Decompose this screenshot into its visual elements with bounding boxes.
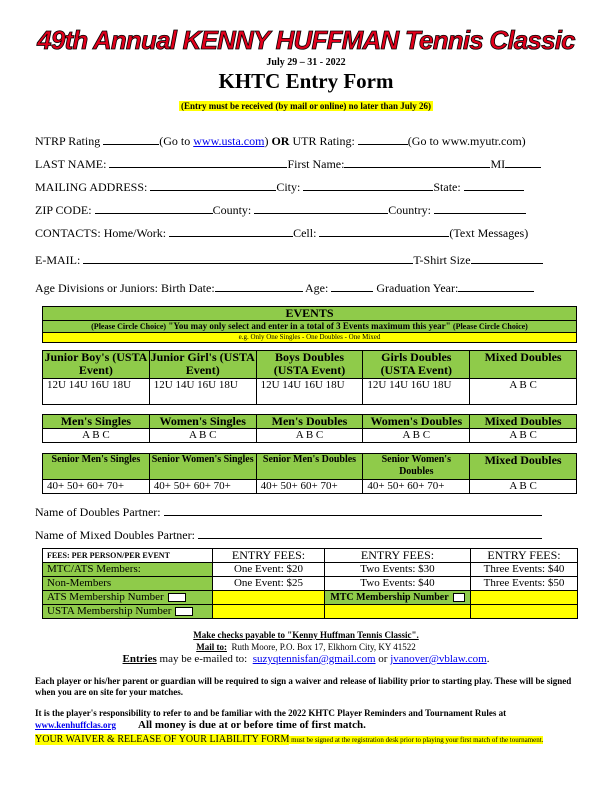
age-line: Age Divisions or Juniors: Birth Date: Age: Graduation Year: [35,280,534,295]
adult-mixed-options[interactable]: A B C [470,429,577,443]
entry-fees-header-1: ENTRY FEES: [213,549,325,563]
home-work-field[interactable] [169,225,293,237]
junior-mixed-options[interactable]: A B C [470,379,577,405]
name-line: LAST NAME: First Name: MI [35,156,541,171]
county-field[interactable] [254,202,388,214]
senior-events-table [42,453,577,494]
waiver-form-notice: YOUR WAIVER & RELEASE OF YOUR LIABILITY FORM must be signed at the registration desk prior to playing your first match of the tournament. [35,734,544,745]
senior-mixed-header: Mixed Doubles [470,454,577,480]
contacts-line: CONTACTS: Home/Work: Cell: (Text Messages) [35,226,529,240]
mens-singles-options[interactable]: A B C [43,429,150,443]
mtc-members-label: MTC/ATS Members: [43,563,213,577]
cell-field[interactable] [319,225,449,237]
non-members-label: Non-Members [43,577,213,591]
utr-field[interactable] [358,133,408,145]
mens-doubles-header: Men's Doubles [256,415,363,429]
waiver-notice: Each player or his/her parent or guardian will be required to sign a waiver and release of liability prior to starting play. These will be signed when you are on site for your matches. [35,676,572,697]
address-line: MAILING ADDRESS: City: State: [35,179,524,194]
girls-doubles-options[interactable]: 12U 14U 16U 18U [363,379,470,405]
three-event-member-fee: Three Events: $40 [471,563,578,577]
mailing-address-field[interactable] [150,179,276,191]
events-title: EVENTS [43,307,577,321]
state-field[interactable] [464,179,524,191]
one-event-non-member-fee: One Event: $25 [213,577,325,591]
mixed-partner-line: Name of Mixed Doubles Partner: [35,527,542,542]
womens-singles-options[interactable]: A B C [149,429,256,443]
entry-fees-header-3: ENTRY FEES: [471,549,578,563]
tournament-banner: 49th Annual KENNY HUFFMAN Tennis Classic [37,25,575,55]
city-field[interactable] [303,179,433,191]
girls-doubles-header: Girls Doubles (USTA Event) [363,351,470,379]
mens-doubles-options[interactable]: A B C [256,429,363,443]
senior-mens-doubles-header: Senior Men's Doubles [256,454,363,480]
ats-membership-field[interactable] [213,591,325,605]
email-line: E-MAIL: T-Shirt Size [35,252,543,267]
two-event-member-fee: Two Events: $30 [325,563,471,577]
events-example: e.g. Only One Singles - One Doubles - One Mixed [43,333,577,343]
mi-field[interactable] [505,156,541,168]
events-header-table [42,306,577,343]
age-field[interactable] [331,280,373,292]
checks-payable: Make checks payable to "Kenny Huffman Tennis Classic". [193,630,419,640]
last-name-field[interactable] [109,156,287,168]
ntrp-field[interactable] [103,133,159,145]
mtc-membership-label: MTC Membership Number [325,591,471,605]
right-arrow-icon [453,593,465,602]
one-event-member-fee: One Event: $20 [213,563,325,577]
adult-events-table [42,414,577,443]
tournament-dates: July 29 – 31 - 2022 [266,57,346,68]
junior-boys-options[interactable]: 12U 14U 16U 18U [43,379,150,405]
senior-womens-singles-header: Senior Women's Singles [149,454,256,480]
rating-line: NTRP Rating (Go to www.usta.com) OR UTR Rating: (Go to www.myutr.com) [35,134,526,148]
fees-blank-cell-1 [325,605,471,619]
right-arrow-icon [175,607,193,616]
three-event-non-member-fee: Three Events: $50 [471,577,578,591]
doubles-partner-field[interactable] [164,504,542,516]
doubles-partner-line: Name of Doubles Partner: [35,504,542,519]
senior-womens-doubles-options[interactable]: 40+ 50+ 60+ 70+ [363,480,470,494]
junior-girls-options[interactable]: 12U 14U 16U 18U [149,379,256,405]
zip-field[interactable] [95,202,213,214]
junior-girls-header: Junior Girl's (USTA Event) [150,350,255,377]
senior-mens-singles-options[interactable]: 40+ 50+ 60+ 70+ [43,480,150,494]
mixed-partner-field[interactable] [198,527,542,539]
fees-header: FEES: PER PERSON/PER EVENT [43,549,213,563]
boys-doubles-options[interactable]: 12U 14U 16U 18U [256,379,363,405]
womens-doubles-header: Women's Doubles [363,415,470,429]
events-limit: (Please Circle Choice) "You may only select and enter in a total of 3 Events maximum this year" (Please Circle Choice) [43,321,577,333]
entry-deadline: (Entry must be received (by mail or online) no later than July 26) [181,101,431,111]
usta-link[interactable]: www.usta.com [193,134,265,148]
country-field[interactable] [434,202,526,214]
fees-table [42,548,578,619]
email-field[interactable] [83,252,413,264]
senior-mens-singles-header: Senior Men's Singles [43,454,150,480]
junior-events-table [42,350,577,405]
fees-blank-cell-2 [471,605,578,619]
first-name-field[interactable] [344,156,490,168]
email-link-1[interactable]: suzyqtennisfan@gmail.com [252,653,376,665]
senior-womens-doubles-header: Senior Women's Doubles [363,454,470,480]
womens-singles-header: Women's Singles [149,415,256,429]
junior-mixed-header: Mixed Doubles [470,351,577,379]
mens-singles-header: Men's Singles [43,415,150,429]
zip-line: ZIP CODE: County: Country: [35,202,526,217]
entry-fees-header-2: ENTRY FEES: [325,549,471,563]
boys-doubles-header: Boys Doubles (USTA Event) [256,351,363,379]
usta-membership-label: USTA Membership Number [43,605,213,619]
womens-doubles-options[interactable]: A B C [363,429,470,443]
email-entries: Entries may be e-mailed to: suzyqtennisfan@gmail.com or jvanover@vblaw.com. [122,653,490,665]
senior-mixed-options[interactable]: A B C [470,480,577,494]
two-event-non-member-fee: Two Events: $40 [325,577,471,591]
right-arrow-icon [168,593,186,602]
usta-membership-field[interactable] [213,605,325,619]
tshirt-field[interactable] [471,252,543,264]
adult-mixed-header: Mixed Doubles [470,415,577,429]
form-title: KHTC Entry Form [218,69,394,93]
mail-to: Mail to: Ruth Moore, P.O. Box 17, Elkhorn City, KY 41522 [196,642,416,652]
website-line: www.kenhuffclas.org All money is due at or before time of first match. [35,719,366,731]
senior-womens-singles-options[interactable]: 40+ 50+ 60+ 70+ [149,480,256,494]
mtc-membership-field[interactable] [471,591,578,605]
ats-membership-label: ATS Membership Number [43,591,213,605]
website-link[interactable]: www.kenhuffclas.org [35,720,117,730]
graduation-year-field[interactable] [458,280,534,292]
birth-date-field[interactable] [215,280,303,292]
email-link-2[interactable]: jvanover@vblaw.com [390,653,487,665]
rules-notice: It is the player's responsibility to refer to and be familiar with the 2022 KHTC Player Reminders and Tournament Rules at [35,708,507,718]
senior-mens-doubles-options[interactable]: 40+ 50+ 60+ 70+ [256,480,363,494]
junior-boys-header: Junior Boy's (USTA Event) [44,350,148,377]
